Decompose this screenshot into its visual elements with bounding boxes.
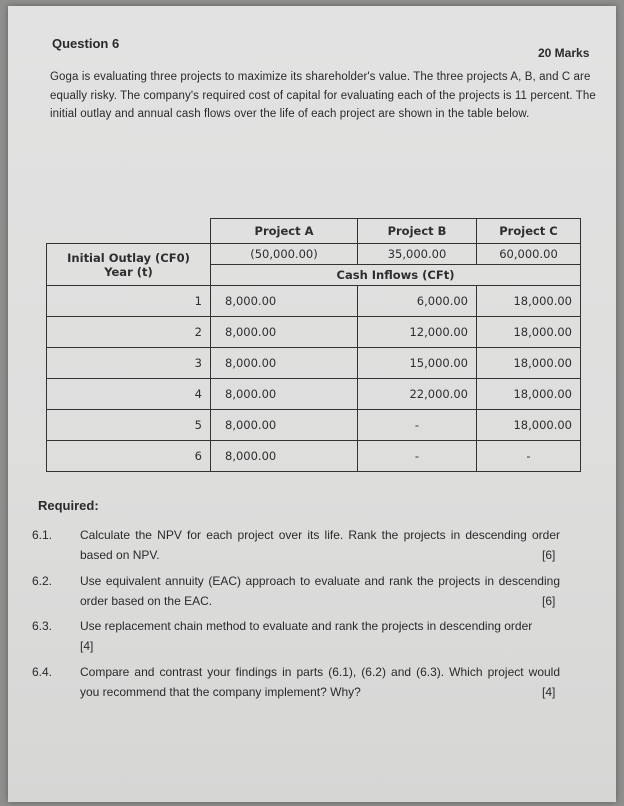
- header-project-a: Project A: [211, 219, 358, 244]
- question-title: Question 6: [52, 36, 120, 51]
- table-row: [47, 317, 581, 348]
- project-c-cell: 18,000.00: [477, 348, 581, 379]
- project-a-cell: 8,000.00: [211, 317, 358, 348]
- sub-question-number: 6.1.: [32, 528, 53, 542]
- project-c-cell: -: [477, 441, 581, 472]
- project-b-cell: 6,000.00: [358, 286, 477, 317]
- header-project-c: Project C: [477, 219, 581, 244]
- sub-question-text: Compare and contrast your findings in parts (6.1), (6.2) and (6.3). Which project would you recommend that the company implement? Why?: [80, 665, 560, 699]
- sub-question-number: 6.3.: [32, 619, 53, 633]
- sub-question-marks: [4]: [80, 639, 94, 653]
- project-b-cell: 15,000.00: [358, 348, 477, 379]
- outlay-project-a: (50,000.00): [211, 244, 358, 265]
- project-a-cell: 8,000.00: [211, 348, 358, 379]
- project-c-cell: 18,000.00: [477, 317, 581, 348]
- table-row: [47, 286, 581, 317]
- year-cell: 5: [47, 410, 211, 441]
- table-row: [47, 441, 581, 472]
- required-heading: Required:: [38, 498, 99, 513]
- outlay-project-c: 60,000.00: [477, 244, 581, 265]
- cash-flow-table: [46, 218, 581, 472]
- year-label: Year (t): [104, 264, 153, 279]
- outlay-project-b: 35,000.00: [358, 244, 477, 265]
- project-b-cell: 12,000.00: [358, 317, 477, 348]
- sub-question-number: 6.4.: [32, 665, 53, 679]
- project-c-cell: 18,000.00: [477, 410, 581, 441]
- sub-question-text: Use equivalent annuity (EAC) approach to evaluate and rank the projects in descending order based on the EAC.: [80, 574, 560, 608]
- project-a-cell: 8,000.00: [211, 441, 358, 472]
- project-a-cell: 8,000.00: [211, 410, 358, 441]
- outlay-label: Initial Outlay (CF0): [67, 250, 190, 265]
- project-c-cell: 18,000.00: [477, 379, 581, 410]
- sub-question-text: Calculate the NPV for each project over its life. Rank the projects in descending order based on NPV.: [80, 528, 560, 562]
- sub-question-number: 6.2.: [32, 574, 53, 588]
- sub-question-marks: [6]: [542, 548, 556, 562]
- table-row: [47, 410, 581, 441]
- initial-outlay-row: [47, 244, 581, 265]
- exam-page: [8, 6, 616, 802]
- sub-question-text: Use replacement chain method to evaluate and rank the projects in descending order: [80, 619, 533, 633]
- year-cell: 3: [47, 348, 211, 379]
- outlay-year-label-cell: [47, 244, 211, 286]
- project-a-cell: 8,000.00: [211, 286, 358, 317]
- project-b-cell: 22,000.00: [358, 379, 477, 410]
- year-cell: 1: [47, 286, 211, 317]
- year-cell: 4: [47, 379, 211, 410]
- header-project-b: Project B: [358, 219, 477, 244]
- sub-question-marks: [4]: [542, 685, 556, 699]
- year-cell: 6: [47, 441, 211, 472]
- header-blank-cell: [47, 219, 211, 244]
- question-intro: Goga is evaluating three projects to maximize its shareholder's value. The three projects A, B, and C are equally risky. The company's required cost of capital for evaluating each of the projects is 11 percent. The initial outlay and annual cash flows over the life of each project are shown in the table below.: [50, 71, 596, 120]
- table-row: [47, 348, 581, 379]
- project-a-cell: 8,000.00: [211, 379, 358, 410]
- question-marks: 20 Marks: [538, 46, 590, 60]
- year-cell: 2: [47, 317, 211, 348]
- project-c-cell: 18,000.00: [477, 286, 581, 317]
- project-b-cell: -: [358, 410, 477, 441]
- cash-inflows-label: Cash Inflows (CFt): [211, 265, 581, 286]
- sub-question-marks: [6]: [542, 594, 556, 608]
- project-b-cell: -: [358, 441, 477, 472]
- table-header-row: [47, 219, 581, 244]
- table-row: [47, 379, 581, 410]
